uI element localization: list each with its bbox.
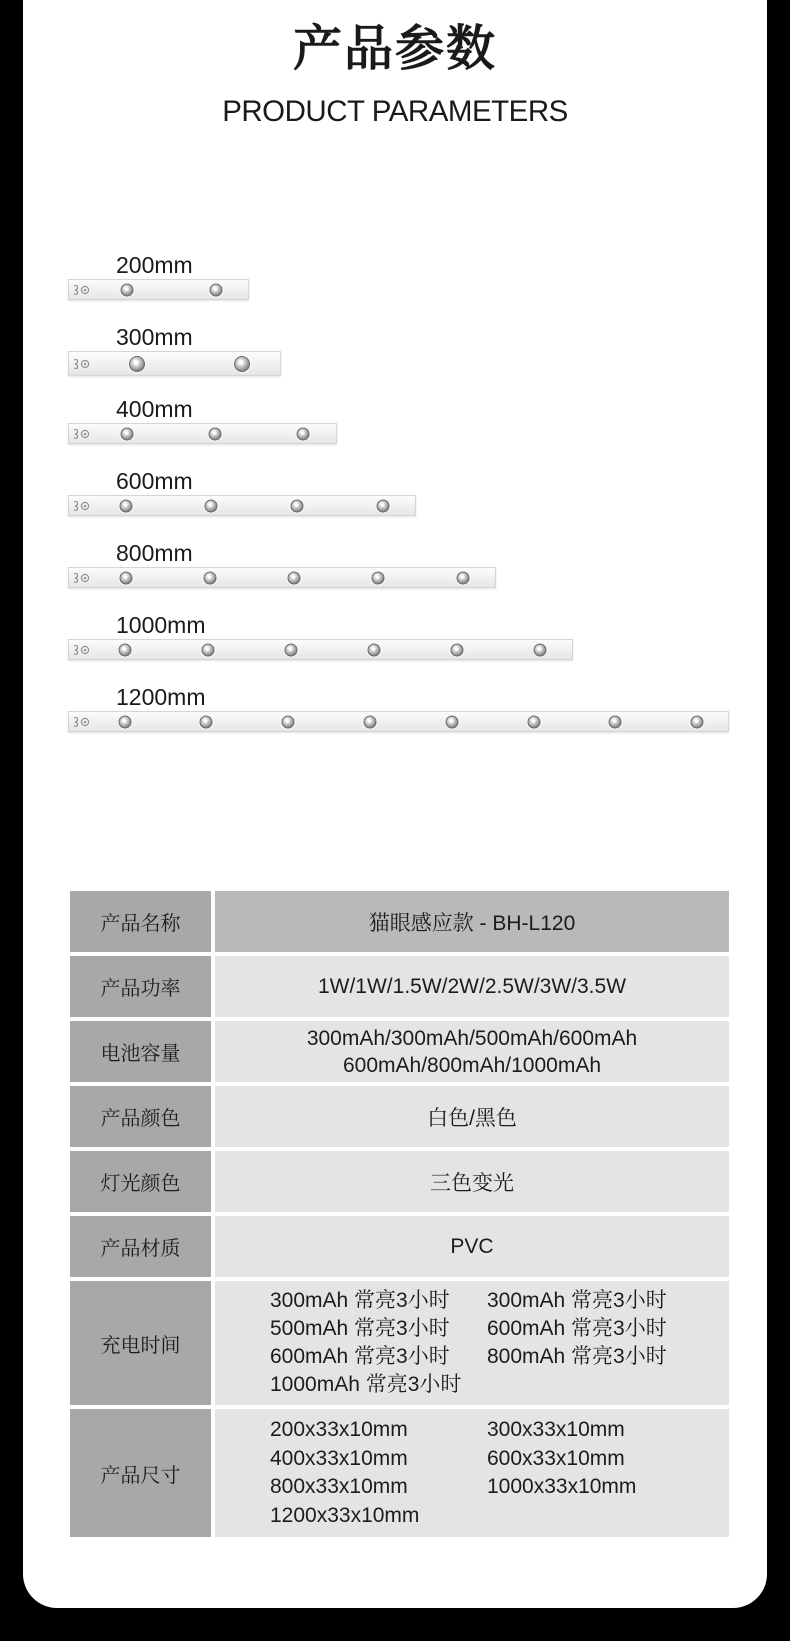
spec-row-name [70, 891, 729, 952]
led-lamp-icon [282, 715, 295, 728]
light-strip [68, 495, 416, 516]
led-lamp-icon [609, 715, 622, 728]
page-title: 产品参数 [292, 22, 497, 76]
length-group-7 [68, 684, 729, 732]
spec-value-item: 500mAh 常亮3小时 [270, 1317, 450, 1340]
led-lamp-icon [284, 643, 297, 656]
spec-value-item: 800x33x10mm [270, 1475, 408, 1498]
sensor-icon [72, 643, 92, 657]
led-lamp-icon [291, 499, 304, 512]
led-lamp-icon [367, 643, 380, 656]
length-label: 200mm [116, 252, 193, 278]
spec-value: 三色变光 [215, 1151, 729, 1212]
spec-value-item: 1000mAh 常亮3小时 [270, 1373, 462, 1396]
spec-table [70, 891, 729, 1537]
spec-value-item: 300mAh 常亮3小时 [270, 1289, 450, 1312]
spec-row-charging-time [70, 1281, 729, 1405]
spec-label: 产品名称 [70, 891, 211, 952]
spec-row-battery [70, 1021, 729, 1082]
led-lamp-icon [119, 499, 132, 512]
spec-value: 猫眼感应款 - BH-L120 [215, 891, 729, 952]
led-lamp-icon [450, 643, 463, 656]
spec-value-line: 600mAh/800mAh/1000mAh [343, 1053, 601, 1077]
spec-value: PVC [215, 1216, 729, 1277]
length-label: 1200mm [116, 684, 206, 710]
led-lamp-icon [456, 571, 469, 584]
spec-value-item: 1000x33x10mm [487, 1475, 637, 1498]
led-lamp-icon [445, 715, 458, 728]
spec-value: 白色/黑色 [215, 1086, 729, 1147]
led-lamp-icon [205, 499, 218, 512]
light-strip [68, 711, 729, 732]
led-lamp-icon [363, 715, 376, 728]
length-group-1 [68, 252, 249, 300]
spec-value-item: 300x33x10mm [487, 1418, 625, 1441]
spec-value [215, 1021, 729, 1082]
length-group-2 [68, 324, 281, 376]
led-lamp-icon [288, 571, 301, 584]
led-lamp-icon [527, 715, 540, 728]
led-lamp-icon [209, 427, 222, 440]
spec-label: 产品颜色 [70, 1086, 211, 1147]
sensor-icon [72, 427, 92, 441]
spec-label: 电池容量 [70, 1021, 211, 1082]
spec-value [215, 1281, 729, 1405]
spec-value-item: 800mAh 常亮3小时 [487, 1345, 667, 1368]
led-lamp-icon [120, 427, 133, 440]
spec-row-power [70, 956, 729, 1017]
spec-value-item: 600mAh 常亮3小时 [270, 1345, 450, 1368]
spec-row-material [70, 1216, 729, 1277]
light-strip [68, 351, 281, 376]
spec-label: 充电时间 [70, 1281, 211, 1405]
light-strip [68, 639, 573, 660]
spec-value-item: 200x33x10mm [270, 1418, 408, 1441]
spec-label: 灯光颜色 [70, 1151, 211, 1212]
spec-value-item: 300mAh 常亮3小时 [487, 1289, 667, 1312]
led-lamp-icon [118, 643, 131, 656]
spec-value: 1W/1W/1.5W/2W/2.5W/3W/3.5W [215, 956, 729, 1017]
length-label: 300mm [116, 324, 193, 350]
led-lamp-icon [200, 715, 213, 728]
sensor-icon [72, 571, 92, 585]
length-label: 400mm [116, 396, 193, 422]
spec-label: 产品功率 [70, 956, 211, 1017]
led-lamp-icon [118, 715, 131, 728]
led-lamp-icon [203, 571, 216, 584]
sensor-icon [72, 715, 92, 729]
length-group-5 [68, 540, 496, 588]
page-subtitle: PRODUCT PARAMETERS [222, 95, 568, 128]
led-lamp-icon [534, 643, 547, 656]
spec-row-size [70, 1409, 729, 1537]
spec-row-light-color [70, 1151, 729, 1212]
spec-value-item: 1200x33x10mm [270, 1503, 420, 1527]
led-lamp-icon [201, 643, 214, 656]
sensor-icon [72, 357, 92, 371]
led-lamp-icon [691, 715, 704, 728]
led-lamp-icon [209, 283, 222, 296]
led-lamp-icon [129, 356, 145, 372]
spec-value-grid [270, 1416, 636, 1530]
length-label: 600mm [116, 468, 193, 494]
led-lamp-icon [119, 571, 132, 584]
spec-value-item: 600mAh 常亮3小时 [487, 1317, 667, 1340]
led-lamp-icon [120, 283, 133, 296]
spec-value-line: 300mAh/300mAh/500mAh/600mAh [306, 1026, 638, 1050]
spec-label: 产品尺寸 [70, 1409, 211, 1537]
led-lamp-icon [376, 499, 389, 512]
led-lamp-icon [234, 356, 250, 372]
led-lamp-icon [372, 571, 385, 584]
spec-value-item: 400x33x10mm [270, 1446, 408, 1470]
spec-value-item: 600x33x10mm [487, 1446, 625, 1470]
spec-value-grid [270, 1287, 667, 1399]
length-group-3 [68, 396, 337, 444]
light-strip [68, 423, 337, 444]
sensor-icon [72, 283, 92, 297]
light-strip [68, 567, 496, 588]
length-label: 800mm [116, 540, 193, 566]
spec-value [215, 1409, 729, 1537]
sensor-icon [72, 499, 92, 513]
led-lamp-icon [297, 427, 310, 440]
spec-label: 产品材质 [70, 1216, 211, 1277]
length-group-6 [68, 612, 573, 660]
length-label: 1000mm [116, 612, 206, 638]
spec-value-lines [307, 1025, 637, 1079]
length-group-4 [68, 468, 416, 516]
light-strip [68, 279, 249, 300]
spec-row-color [70, 1086, 729, 1147]
